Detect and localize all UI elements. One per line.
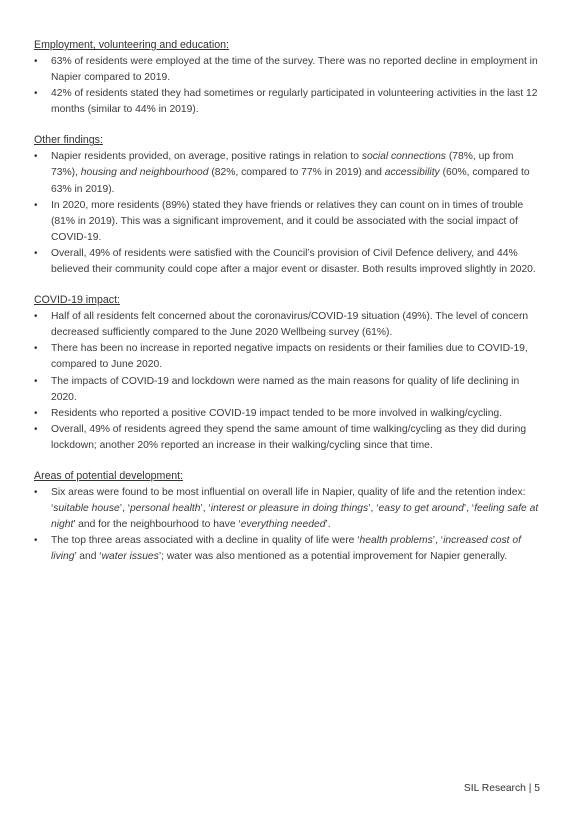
list-item [34, 533, 540, 565]
bullet-list [34, 149, 540, 278]
item-text [51, 487, 538, 530]
text-run: ’, ‘ [432, 535, 444, 547]
emphasis-text: easy to get around [378, 503, 464, 515]
bullet-list [34, 309, 540, 454]
emphasis-text: accessibility [384, 167, 440, 179]
emphasis-text: housing and neighbourhood [80, 167, 209, 179]
emphasis-text: interest or pleasure in doing things [210, 503, 369, 515]
text-run: ’, ‘ [368, 503, 379, 515]
text-run: ’, ‘ [119, 503, 131, 515]
list-item [34, 86, 540, 118]
item-text [51, 376, 519, 403]
page-footer: SIL Research | 5 [463, 783, 540, 794]
section-heading: Other findings: [34, 134, 103, 147]
bullet-list [34, 485, 540, 565]
bullet-icon: • [34, 247, 38, 259]
section-employment [34, 38, 540, 118]
list-item [34, 485, 540, 533]
item-text [51, 88, 538, 115]
text-run: Six areas were found to be most influential on overall life in Napier, quality of life and the retention index: ‘ [51, 486, 526, 515]
bullet-icon: • [34, 423, 38, 435]
section-heading: Employment, volunteering and education: [34, 39, 229, 51]
text-run: Half of all residents felt concerned about the coronavirus/COVID-19 situation (49%). The level of concern decreased sufficiently compared to the June 2020 Wellbeing survey (61%). [51, 311, 529, 339]
text-run: (82%, compared to 77% in 2019) and [208, 167, 385, 179]
text-run: ’. [325, 519, 331, 531]
list-item [34, 198, 540, 246]
list-item [34, 406, 540, 422]
item-text [51, 343, 528, 370]
item-text [51, 200, 523, 243]
text-run: Napier residents provided, on average, positive ratings in relation to [51, 151, 362, 163]
item-text [51, 248, 536, 275]
item-text [51, 408, 502, 419]
emphasis-text: health problems [359, 535, 433, 547]
bullet-icon: • [34, 56, 38, 67]
list-item [34, 341, 540, 373]
emphasis-text: social connections [361, 151, 446, 163]
text-run: ’, ‘ [200, 503, 211, 515]
text-run: The top three areas associated with a decline in quality of life were ‘ [51, 535, 360, 547]
list-item [34, 54, 540, 86]
emphasis-text: everything needed [240, 519, 326, 531]
text-run: (60%, compared to 63% in 2019). [51, 167, 530, 195]
list-item [34, 149, 540, 197]
bullet-icon: • [34, 486, 38, 498]
text-run: In 2020, more residents (89%) stated they have friends or relatives they can count on in times of trouble (81% in 2019). This was a significant improvement, and it could be associated with the social impact of COVID-19. [51, 199, 524, 243]
emphasis-text: increased cost of living [51, 535, 521, 563]
text-run: 42% of residents stated they had sometimes or regularly participated in volunteering activities in the last 12 months (similar to 44% in 2019). [51, 88, 538, 116]
emphasis-text: suitable house [53, 503, 120, 515]
bullet-icon: • [34, 199, 38, 211]
document-body [34, 38, 540, 580]
section-heading: COVID-19 impact: [34, 294, 120, 307]
text-run: There has been no increase in reported negative impacts on residents or their families due to COVID-19, compared to June 2020. [51, 343, 528, 371]
section-other-findings [34, 133, 540, 278]
list-item [34, 422, 540, 454]
bullet-icon: • [34, 407, 38, 419]
bullet-icon: • [34, 343, 38, 355]
item-text [51, 151, 530, 194]
item-text [51, 424, 526, 451]
text-run: ’ and for the neighbourhood to have ‘ [73, 519, 241, 531]
text-run: Overall, 49% of residents agreed they spend the same amount of time walking/cycling as they did during lockdown; another 20% reported an increase in their walking/cycling since that time. [51, 423, 527, 451]
bullet-icon: • [34, 375, 38, 387]
text-run: Overall, 49% of residents were satisfied with the Council’s provision of Civil Defence delivery, and 44% believed their community could cope after a major event or disaster. Both results improved slightly in 2020. [51, 247, 536, 276]
bullet-icon: • [34, 535, 38, 547]
bullet-icon: • [34, 311, 38, 323]
emphasis-text: feeling safe at night [51, 503, 539, 531]
emphasis-text: personal health [130, 503, 201, 515]
bullet-icon: • [34, 88, 38, 100]
text-run: The impacts of COVID-19 and lockdown were named as the main reasons for quality of life declining in 2020. [51, 375, 520, 403]
emphasis-text: water issues [101, 551, 159, 563]
text-run: Residents who reported a positive COVID-19 impact tended to be more involved in walking/cycling. [51, 407, 503, 419]
item-text [51, 311, 528, 338]
text-run: (78%, up from 73%), [51, 151, 514, 179]
section-heading: Areas of potential development: [34, 469, 183, 482]
item-text [51, 56, 538, 83]
section-covid-impact [34, 293, 540, 454]
text-run: ’, ‘ [463, 503, 475, 515]
bullet-icon: • [34, 151, 38, 163]
bullet-list [34, 54, 540, 118]
text-run: 63% of residents were employed at the time of the survey. There was no reported decline in employment in Napier compared to 2019. [51, 56, 538, 84]
text-run: ’; water was also mentioned as a potential improvement for Napier generally. [158, 551, 508, 563]
item-text [51, 535, 521, 562]
list-item [34, 246, 540, 278]
list-item [34, 309, 540, 341]
text-run: ’ and ‘ [74, 551, 102, 563]
section-potential-development [34, 469, 540, 565]
list-item [34, 374, 540, 406]
